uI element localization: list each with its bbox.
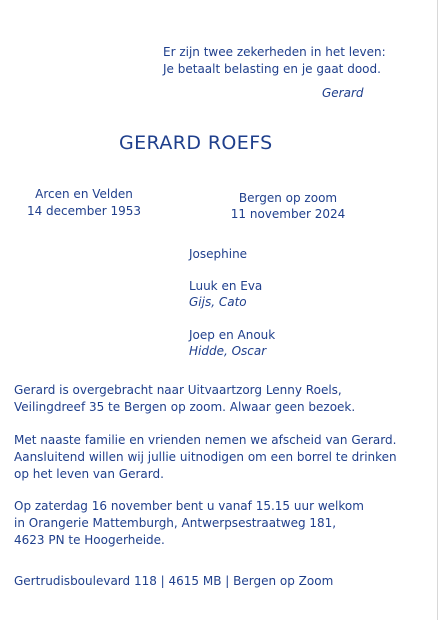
paragraph-invitation [14, 498, 364, 549]
family-child2-couple: Joep en Anouk [189, 328, 276, 342]
paragraph-farewell-line-3: op het leven van Gerard. [14, 467, 164, 481]
family-child1-kids: Gijs, Cato [189, 295, 247, 309]
death-place: Bergen op zoom [238, 191, 338, 205]
paragraph-farewell-line-2: Aansluitend willen wij jullie uitnodigen om een borrel te drinken [14, 450, 397, 464]
deceased-name: GERARD ROEFS [119, 132, 273, 154]
paragraph-transfer [14, 382, 355, 416]
paragraph-transfer-line-1: Gerard is overgebracht naar Uitvaartzorg Lenny Roels, [14, 383, 342, 397]
paragraph-invitation-line-2: in Orangerie Mattemburgh, Antwerpsestraatweg 181, [14, 516, 337, 530]
paragraph-invitation-line-3: 4623 PN te Hoogerheide. [14, 533, 165, 547]
paragraph-invitation-line-1: Op zaterdag 16 november bent u vanaf 15.15 uur welkom [14, 499, 364, 513]
birth-date: 14 december 1953 [26, 204, 142, 218]
address-line: Gertrudisboulevard 118 | 4615 MB | Bergen op Zoom [14, 574, 334, 588]
family-spouse: Josephine [189, 247, 248, 261]
paragraph-transfer-line-2: Veilingdreef 35 te Bergen op zoom. Alwaar geen bezoek. [14, 400, 356, 414]
paragraph-farewell [14, 432, 397, 483]
birth-place: Arcen en Velden [35, 187, 133, 201]
quote-line-1: Er zijn twee zekerheden in het leven: [163, 45, 386, 59]
paragraph-farewell-line-1: Met naaste familie en vrienden nemen we afscheid van Gerard. [14, 433, 397, 447]
death-date: 11 november 2024 [230, 207, 346, 221]
family-child1-couple: Luuk en Eva [189, 279, 263, 293]
quote-line-2: Je betaalt belasting en je gaat dood. [163, 62, 381, 76]
quote-author: Gerard [322, 86, 364, 100]
family-child2-kids: Hidde, Oscar [189, 344, 267, 358]
